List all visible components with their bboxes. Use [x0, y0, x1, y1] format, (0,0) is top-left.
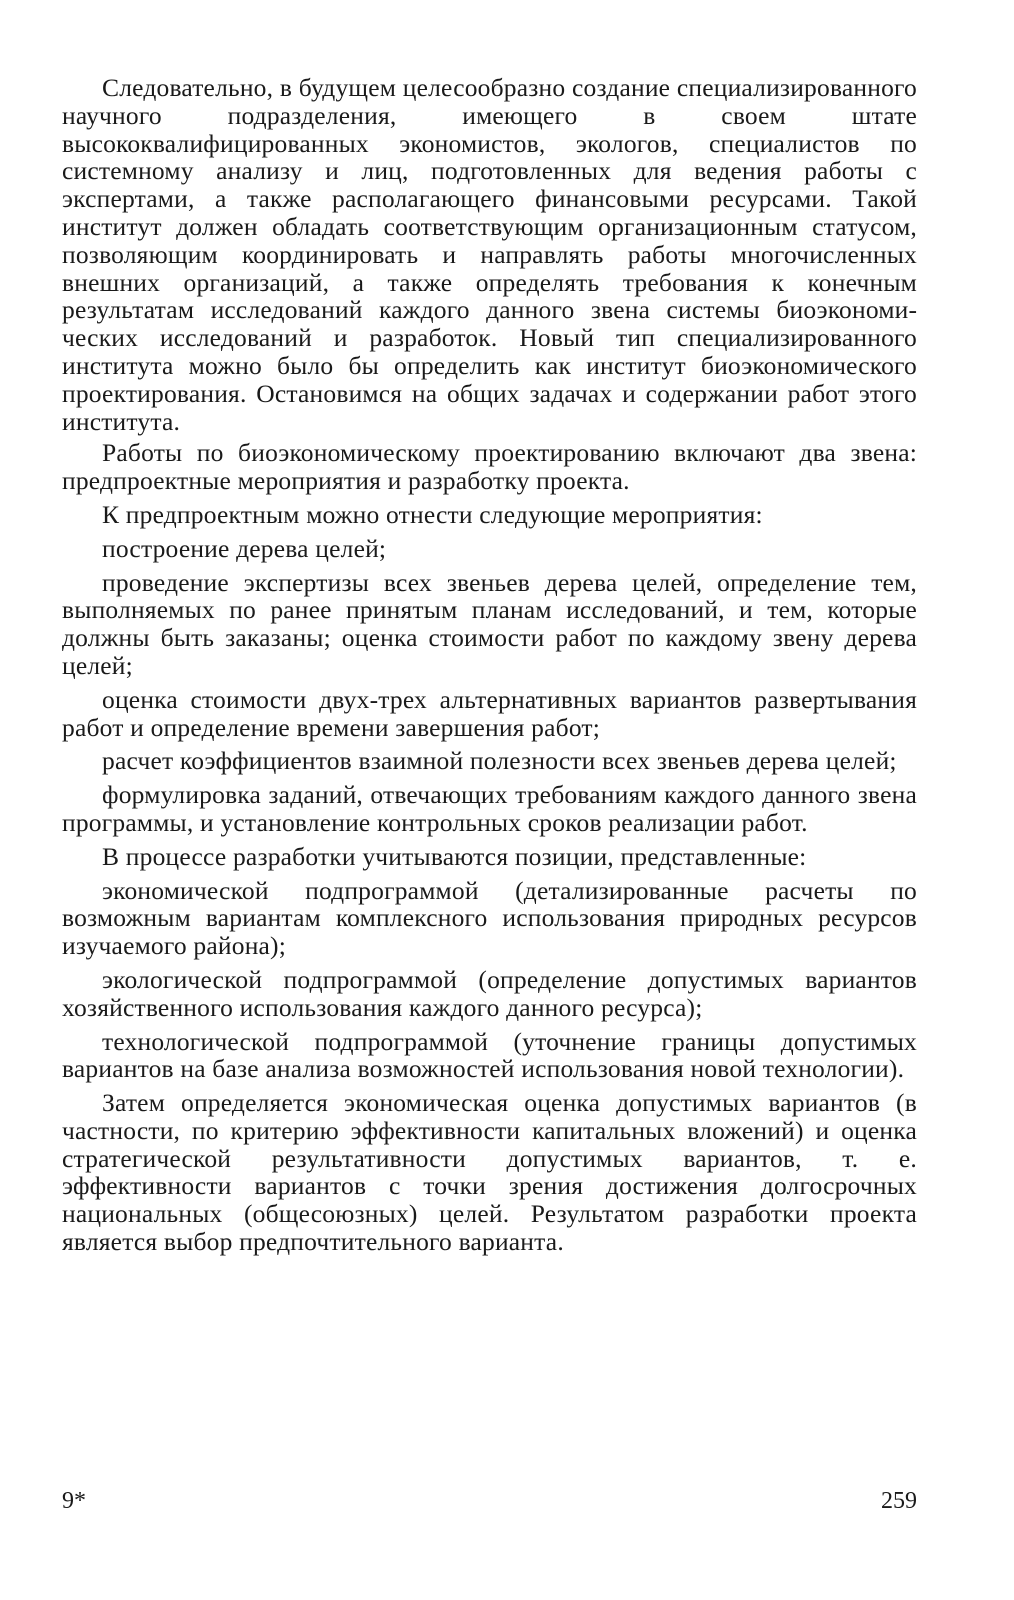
list-item-goal-tree: построение дерева целей; — [102, 533, 387, 563]
list-item-economic-subprogram: экономической подпрограммой (детализированные расчеты по возможным вариантам комплексного использования природных ресурсов изучаемого района); — [62, 875, 917, 961]
paragraph-two-stages: Работы по биоэкономическому проектированию включают два звена: предпроектные мероприятия и разработку проекта. — [62, 438, 917, 496]
list-item-expertise: проведение экспертизы всех звеньев дерева целей, определение тем, выполняемых по ранее принятым планам исследований, и тем, которые должны быть заказаны; оценка стоимости работ по каждому звену дерева целей; — [62, 567, 917, 680]
list-item-utility-coefficients: расчет коэффициентов взаимной полезности всех звеньев дерева целей; — [102, 746, 897, 776]
paragraph-conclusion: Затем определяется экономическая оценка допустимых вариантов (в частности, по критерию эффективности капитальных вложений) и оценка стратегической результативности допустимых вариантов, т. е. эффективности вариантов с точки зрения достижения долгосрочных национальных (общесоюзных) целей. Результатом разработки проекта является выбор предпочтительного варианта. — [62, 1088, 917, 1257]
page-body — [62, 74, 917, 1262]
list-item-cost-estimate: оценка стоимости двух-трех альтернативных вариантов развертывания работ и определение времени завершения работ; — [62, 684, 917, 742]
list-item-technological-subprogram: технологической подпрограммой (уточнение границы допустимых вариантов на базе анализа возможностей использования новой технологии). — [62, 1026, 917, 1084]
paragraph-preproject-lead: К предпроектным можно отнести следующие мероприятия: — [102, 499, 763, 529]
paragraph-intro: Следовательно, в будущем целесообразно создание специализированного научного подразделения, имеющего в своем штате высококвалифицированных экономистов, экологов, специалистов по системному анализу и лиц, подготовленных для ведения работы с экспертами, а также располагающего финансовыми ресурсами. Такой институт должен обладать соответствующим организационным статусом, позволяющим координировать и направлять работы многочисленных внешних организаций, а также определять требования к конечным результатам исследований каждого данного звена системы биоэкономических исследований и разработок. Новый тип специализированного института можно было бы определить как институт биоэкономического проектирования. Остановимся на общих задачах и содержании работ этого института. — [62, 73, 917, 436]
list-item-ecological-subprogram: экологической подпрограммой (определение допустимых вариантов хозяйственного использования каждого данного ресурса); — [62, 964, 917, 1022]
page-number: 259 — [881, 1488, 917, 1514]
list-item-task-formulation: формулировка заданий, отвечающих требованиям каждого данного звена программы, и установление контрольных сроков реализации работ. — [62, 780, 917, 837]
paragraph-development-lead: В процессе разработки учитываются позиции, представленные: — [102, 841, 807, 871]
printer-signature-mark: 9* — [62, 1488, 86, 1514]
